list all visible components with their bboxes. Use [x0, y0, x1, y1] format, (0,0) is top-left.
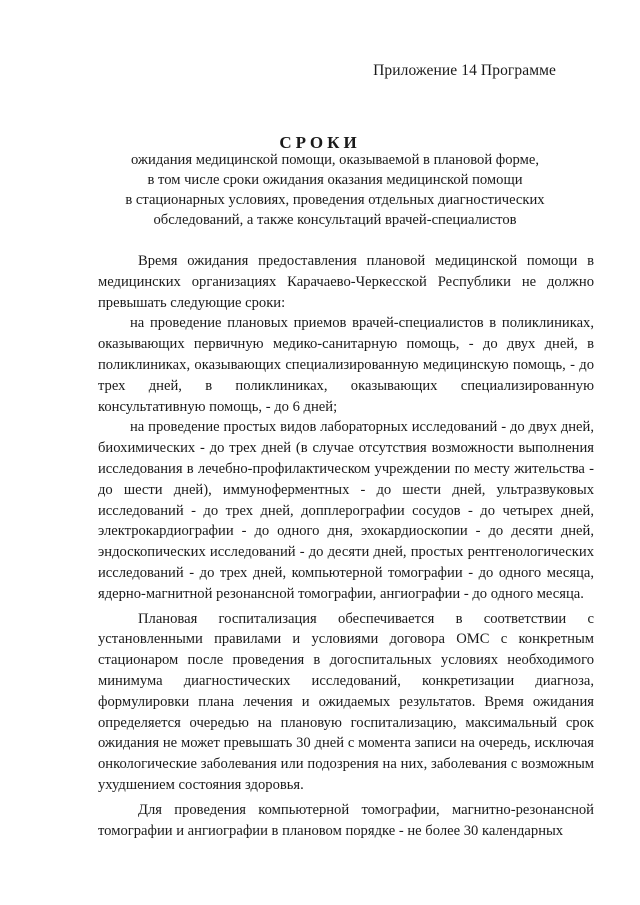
- paragraph-consultations: на проведение плановых приемов врачей-специалистов в поликлиниках, оказывающих первичную медико-санитарную помощь, - до двух дней, в поликлиниках, оказывающих специализированную медицинскую помощь, - до трех дней, в поликлиниках, оказывающих специализированную консультативную помощь, - до 6 дней;: [98, 315, 594, 415]
- subtitle-line: в том числе сроки ожидания оказания медицинской помощи: [147, 172, 523, 188]
- appendix-reference: Приложение 14 Программе: [373, 62, 556, 79]
- paragraph-diagnostics: на проведение простых видов лабораторных исследований - до двух дней, биохимических - до трех дней (в случае отсутствия возможности выполнения исследования в лечебно-профилактическом учреждении по месту жительства - до шести дней), иммуноферментных - до шести дней, ультразвуковых исследований - до трех дней, допплерографии сосудов - до четырех дней, электрокардиографии - до одного дня, эхокардиоскопии - до десяти дней, эндоскопических исследований - до десяти дней, простых рентгенологических исследований - до трех дней, компьютерной томографии - до одного месяца, ядерно-магнитной резонансной томографии, ангиографии - до одного месяца.: [98, 419, 594, 602]
- subtitle-line: ожидания медицинской помощи, оказываемой в плановой форме,: [131, 152, 539, 168]
- document-body: [98, 251, 594, 841]
- document-title: СРОКИ: [279, 133, 361, 152]
- paragraph-intro: Время ожидания предоставления плановой медицинской помощи в медицинских организациях Карачаево-Черкесской Республики не должно превышать следующие сроки:: [98, 253, 594, 311]
- subtitle-line: в стационарных условиях, проведения отдельных диагностических: [125, 192, 545, 208]
- paragraph-hospitalization: Плановая госпитализация обеспечивается в соответствии с установленными правилами и условиями договора ОМС с конкретным стационаром после проведения в догоспитальных условиях необходимого минимума диагностических исследований, конкретизации диагноза, формулировки плана лечения и ожидаемых результатов. Время ожидания определяется очередью на плановую госпитализацию, максимальный срок ожидания не может превышать 30 дней с момента записи на очередь, исключая онкологические заболевания или подозрения на них, заболевания с возможным ухудшением состояния здоровья.: [98, 610, 594, 793]
- paragraph-tomography: Для проведения компьютерной томографии, магнитно-резонансной томографии и ангиографии в плановом порядке - не более 30 календарных: [98, 801, 594, 839]
- document-subtitle: [100, 150, 570, 230]
- subtitle-line: обследований, а также консультаций врачей-специалистов: [153, 212, 517, 228]
